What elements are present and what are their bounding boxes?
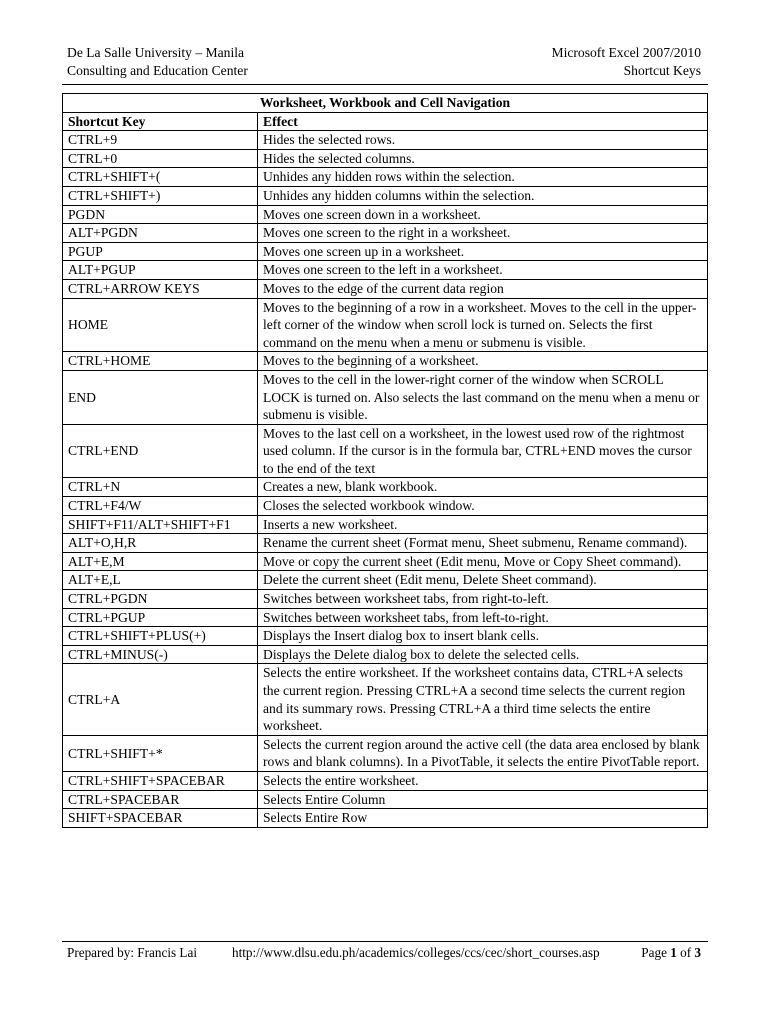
effect-cell: Moves to the beginning of a row in a worksheet. Moves to the cell in the upper-left corner of the window when scroll lock is turned on. Selects the first command on the menu when a menu or submenu is visible. (258, 298, 708, 352)
footer-url[interactable]: http://www.dlsu.edu.ph/academics/colleges/ccs/cec/short_courses.asp (232, 945, 600, 960)
table-body (63, 131, 708, 828)
table-row (63, 515, 708, 534)
shortcut-key-cell: CTRL+SHIFT+SPACEBAR (63, 771, 258, 790)
table-title: Worksheet, Workbook and Cell Navigation (63, 94, 708, 113)
table-row (63, 809, 708, 828)
effect-cell: Delete the current sheet (Edit menu, Delete Sheet command). (258, 571, 708, 590)
effect-cell: Selects Entire Row (258, 809, 708, 828)
effect-cell: Selects the entire worksheet. (258, 771, 708, 790)
document-subject: Microsoft Excel 2007/2010 (551, 45, 701, 60)
table-row (63, 478, 708, 497)
shortcut-key-cell: CTRL+MINUS(-) (63, 645, 258, 664)
shortcut-key-cell: CTRL+9 (63, 131, 258, 150)
effect-cell: Moves one screen down in a worksheet. (258, 205, 708, 224)
table-row (63, 224, 708, 243)
table-row (63, 552, 708, 571)
footer-divider (62, 941, 708, 942)
header-left (67, 44, 248, 80)
shortcut-key-cell: PGUP (63, 242, 258, 261)
university-name: De La Salle University – Manila (67, 45, 245, 60)
table-row (63, 279, 708, 298)
page-current: 1 (670, 945, 677, 960)
shortcut-key-cell: SHIFT+SPACEBAR (63, 809, 258, 828)
shortcut-key-cell: ALT+O,H,R (63, 534, 258, 553)
table-row (63, 131, 708, 150)
effect-cell: Switches between worksheet tabs, from right-to-left. (258, 590, 708, 609)
shortcut-key-cell: CTRL+SHIFT+* (63, 735, 258, 771)
effect-cell: Unhides any hidden columns within the selection. (258, 186, 708, 205)
shortcut-key-cell: CTRL+SHIFT+PLUS(+) (63, 627, 258, 646)
table-row (63, 735, 708, 771)
effect-cell: Moves to the beginning of a worksheet. (258, 352, 708, 371)
header-right (551, 44, 701, 80)
table-row (63, 352, 708, 371)
table-row (63, 242, 708, 261)
table-row (63, 298, 708, 352)
shortcut-key-cell: HOME (63, 298, 258, 352)
document-topic: Shortcut Keys (623, 63, 701, 78)
shortcut-table (62, 93, 708, 828)
shortcut-key-cell: CTRL+A (63, 664, 258, 735)
table-row (63, 590, 708, 609)
effect-cell: Selects the entire worksheet. If the worksheet contains data, CTRL+A selects the current region. Pressing CTRL+A a second time selects the current region and its summary rows. Pressing CTRL+A a third time selects the entire worksheet. (258, 664, 708, 735)
effect-cell: Moves to the cell in the lower-right corner of the window when SCROLL LOCK is turned on. Also selects the last command on the menu when a menu or submenu is visible. (258, 370, 708, 424)
shortcut-key-cell: CTRL+N (63, 478, 258, 497)
table-row (63, 168, 708, 187)
table-row (63, 645, 708, 664)
shortcut-key-cell: END (63, 370, 258, 424)
shortcut-key-cell: SHIFT+F11/ALT+SHIFT+F1 (63, 515, 258, 534)
shortcut-key-cell: CTRL+SHIFT+) (63, 186, 258, 205)
page-total: 3 (694, 945, 701, 960)
header-divider (62, 84, 708, 85)
effect-cell: Moves one screen up in a worksheet. (258, 242, 708, 261)
shortcut-key-cell: CTRL+0 (63, 149, 258, 168)
effect-cell: Displays the Insert dialog box to insert blank cells. (258, 627, 708, 646)
table-row (63, 771, 708, 790)
shortcut-key-cell: CTRL+ARROW KEYS (63, 279, 258, 298)
table-row (63, 608, 708, 627)
table-row (63, 497, 708, 516)
shortcut-key-cell: ALT+PGUP (63, 261, 258, 280)
table-row (63, 205, 708, 224)
page-label: Page (641, 945, 667, 960)
footer-page-number (641, 944, 701, 962)
effect-cell: Displays the Delete dialog box to delete the selected cells. (258, 645, 708, 664)
table-row (63, 571, 708, 590)
shortcut-key-cell: PGDN (63, 205, 258, 224)
effect-cell: Hides the selected columns. (258, 149, 708, 168)
table-title-row (63, 94, 708, 113)
table-row (63, 149, 708, 168)
table-row (63, 534, 708, 553)
page-of: of (680, 945, 692, 960)
shortcut-key-cell: ALT+E,M (63, 552, 258, 571)
effect-cell: Moves to the edge of the current data region (258, 279, 708, 298)
effect-cell: Creates a new, blank workbook. (258, 478, 708, 497)
effect-cell: Hides the selected rows. (258, 131, 708, 150)
shortcut-key-cell: CTRL+SPACEBAR (63, 790, 258, 809)
shortcut-key-cell: CTRL+PGUP (63, 608, 258, 627)
footer-author: Prepared by: Francis Lai (67, 945, 198, 960)
shortcut-key-cell: ALT+E,L (63, 571, 258, 590)
effect-cell: Selects Entire Column (258, 790, 708, 809)
shortcut-key-cell: CTRL+F4/W (63, 497, 258, 516)
shortcut-key-cell: CTRL+SHIFT+( (63, 168, 258, 187)
column-header-key: Shortcut Key (63, 112, 258, 131)
effect-cell: Rename the current sheet (Format menu, Sheet submenu, Rename command). (258, 534, 708, 553)
effect-cell: Selects the current region around the active cell (the data area enclosed by blank rows and blank columns). In a PivotTable, it selects the entire PivotTable report. (258, 735, 708, 771)
table-row (63, 186, 708, 205)
effect-cell: Moves one screen to the right in a worksheet. (258, 224, 708, 243)
shortcut-key-cell: CTRL+PGDN (63, 590, 258, 609)
table-row (63, 664, 708, 735)
table-row (63, 790, 708, 809)
shortcut-key-cell: CTRL+HOME (63, 352, 258, 371)
effect-cell: Move or copy the current sheet (Edit menu, Move or Copy Sheet command). (258, 552, 708, 571)
effect-cell: Switches between worksheet tabs, from left-to-right. (258, 608, 708, 627)
effect-cell: Unhides any hidden rows within the selection. (258, 168, 708, 187)
effect-cell: Closes the selected workbook window. (258, 497, 708, 516)
center-name: Consulting and Education Center (67, 63, 248, 78)
effect-cell: Inserts a new worksheet. (258, 515, 708, 534)
table-row (63, 261, 708, 280)
table-row (63, 424, 708, 478)
table-row (63, 627, 708, 646)
shortcut-key-cell: CTRL+END (63, 424, 258, 478)
table-row (63, 370, 708, 424)
column-header-effect: Effect (258, 112, 708, 131)
table-header-row (63, 112, 708, 131)
shortcut-key-cell: ALT+PGDN (63, 224, 258, 243)
effect-cell: Moves one screen to the left in a worksheet. (258, 261, 708, 280)
effect-cell: Moves to the last cell on a worksheet, in the lowest used row of the rightmost used column. If the cursor is in the formula bar, CTRL+END moves the cursor to the end of the text (258, 424, 708, 478)
